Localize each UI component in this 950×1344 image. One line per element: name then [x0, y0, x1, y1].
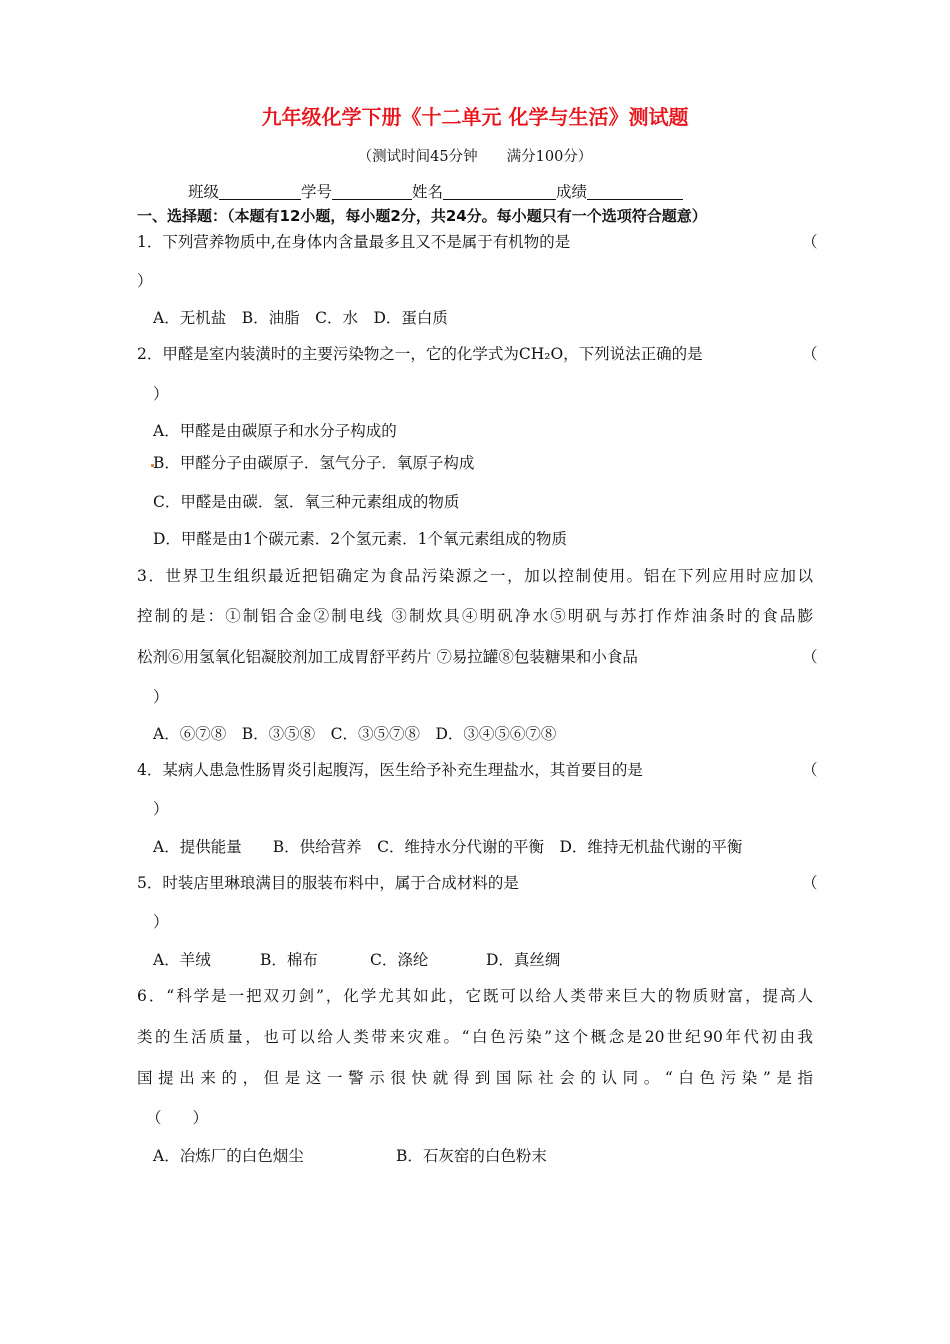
question-5-option-d: D．真丝绸 [486, 951, 561, 969]
question-2-answer-paren: （ [802, 345, 818, 363]
question-2-option-b: B．甲醛分子由碳原子．氢气分子．氧原子构成 [153, 454, 475, 472]
page-title: 九年级化学下册《十二单元 化学与生活》测试题 [261, 105, 689, 129]
question-4-stem: 4．某病人患急性肠胃炎引起腹泻，医生给予补充生理盐水，其首要目的是 [137, 761, 643, 779]
section-heading: 一、选择题：（本题有12小题，每小题2分，共24分。每小题只有一个选项符合题意） [137, 207, 707, 225]
question-2-option-d: D．甲醛是由1个碳元素．2个氢元素．1个氧元素组成的物质 [153, 530, 568, 548]
question-3-options: A．⑥⑦⑧ B．③⑤⑧ C．③⑤⑦⑧ D．③④⑤⑥⑦⑧ [153, 725, 557, 743]
name-blank[interactable] [443, 184, 556, 200]
exam-subtitle: （测试时间45分钟 满分100分） [357, 149, 593, 165]
question-4-answer-paren: （ [802, 761, 818, 779]
question-4-options: A．提供能量 B．供给营养 C．维持水分代谢的平衡 D．维持无机盐代谢的平衡 [153, 838, 743, 856]
question-2-stem: 2．甲醛是室内装潢时的主要污染物之一，它的化学式为CH₂O，下列说法正确的是 [137, 345, 703, 363]
question-3-line-3: 松剂⑥用氢氧化铝凝胶剂加工成胃舒平药片 ⑦易拉罐⑧包装糖果和小食品 [137, 648, 638, 666]
student-info-row [188, 182, 683, 202]
question-5-stem: 5．时装店里琳琅满目的服装布料中，属于合成材料的是 [137, 874, 519, 892]
class-blank[interactable] [219, 184, 301, 200]
question-2-option-c: C．甲醛是由碳．氢．氧三种元素组成的物质 [153, 493, 460, 511]
question-4-paren-close: ） [153, 800, 169, 818]
question-6-line-2: 类的生活质量，也可以给人类带来灾难。“白色污染”这个概念是20世纪90年代初由我 [137, 1028, 813, 1046]
question-6-line-1: 6．“科学是一把双刃剑”，化学尤其如此，它既可以给人类带来巨大的物质财富，提高人 [137, 987, 813, 1005]
id-label: 学号 [301, 183, 333, 201]
question-3-line-2: 控制的是：①制铝合金②制电线 ③制炊具④明矾净水⑤明矾与苏打作炸油条时的食品膨 [137, 607, 813, 625]
score-blank[interactable] [587, 184, 683, 200]
question-6-line-3: 国提出来的，但是这一警示很快就得到国际社会的认同。“白色污染”是指 [137, 1069, 813, 1087]
question-1-paren-close: ） [137, 272, 153, 290]
question-6-answer-paren: （ ） [146, 1109, 209, 1127]
question-6-option-b: B．石灰窑的白色粉末 [396, 1147, 547, 1165]
question-1-stem: 1．下列营养物质中,在身体内含量最多且又不是属于有机物的是 [137, 233, 571, 251]
question-5-option-a: A．羊绒 [153, 951, 211, 969]
question-1-options: A．无机盐 B．油脂 C．水 D．蛋白质 [153, 309, 448, 327]
question-5-option-b: B．棉布 [260, 951, 318, 969]
question-5-paren-close: ） [153, 913, 169, 931]
name-label: 姓名 [412, 183, 444, 201]
id-blank[interactable] [332, 184, 412, 200]
question-5-option-c: C．涤纶 [370, 951, 429, 969]
question-3-paren-close: ） [153, 688, 169, 706]
question-2-paren-close: ） [153, 385, 169, 403]
question-6-option-a: A．冶炼厂的白色烟尘 [153, 1147, 304, 1165]
question-3-line-1: 3．世界卫生组织最近把铝确定为食品污染源之一，加以控制使用。铝在下列应用时应加以 [137, 567, 813, 585]
question-2-option-a: A．甲醛是由碳原子和水分子构成的 [153, 422, 397, 440]
score-label: 成绩 [556, 183, 588, 201]
question-5-answer-paren: （ [802, 874, 818, 892]
question-3-answer-paren: （ [802, 648, 818, 666]
question-1-answer-paren: （ [802, 233, 818, 251]
class-label: 班级 [188, 183, 220, 201]
